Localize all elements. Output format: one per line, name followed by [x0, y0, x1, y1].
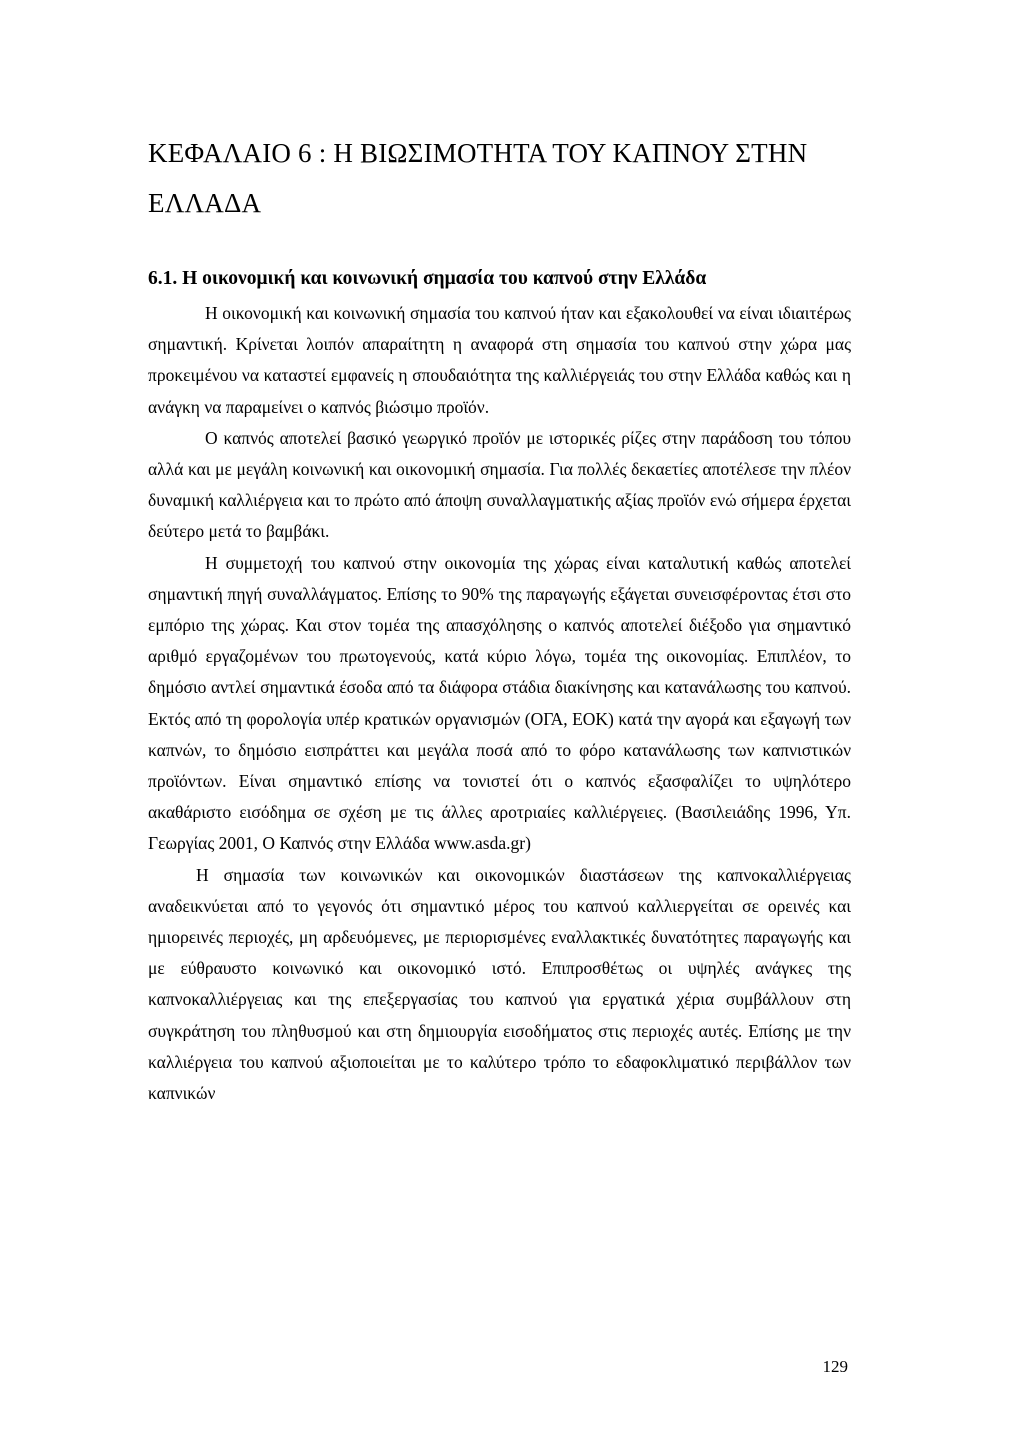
- paragraph-2: Ο καπνός αποτελεί βασικό γεωργικό προϊόν με ιστορικές ρίζες στην παράδοση του τόπου αλλά και με μεγάλη κοινωνική και οικονομική σημασία. Για πολλές δεκαετίες αποτέλεσε την πλέον δυναμική καλλιέργεια και το πρώτο από άποψη συναλλαγματικής αξίας προϊόν ενώ σήμερα έρχεται δεύτερο μετά το βαμβάκι.: [148, 427, 851, 542]
- paragraph-3: Η συμμετοχή του καπνού στην οικονομία της χώρας είναι καταλυτική καθώς αποτελεί σημαντική πηγή συναλλάγματος. Επίσης το 90% της παραγωγής εξάγεται συνεισφέροντας έτσι στο εμπόριο της χώρας. Και στον τομέα της απασχόλησης ο καπνός αποτελεί διέξοδο για σημαντικό αριθμό εργαζομένων του πρωτογενούς, κατά κύριο λόγω, τομέα της οικονομίας. Επιπλέον, το δημόσιο αντλεί σημαντικά έσοδα από τα διάφορα στάδια διακίνησης και κατανάλωσης του καπνού. Εκτός από τη φορολογία υπέρ κρατικών οργανισμών (ΟΓΑ, ΕΟΚ) κατά την αγορά και εξαγωγή των καπνών, το δημόσιο εισπράττει και μεγάλα ποσά από το φόρο κατανάλωσης των καπνιστικών προϊόντων. Είναι σημαντικό επίσης να τονιστεί ότι ο καπνός εξασφαλίζει το υψηλότερο ακαθάριστο εισόδημα σε σχέση με τις άλλες αροτριαίες καλλιέργειες. (Βασιλειάδης 1996, Υπ. Γεωργίας 2001, Ο Καπνός στην Ελλάδα www.asda.gr): [148, 552, 851, 854]
- section-heading: 6.1. Η οικονομική και κοινωνική σημασία του καπνού στην Ελλάδα: [148, 268, 707, 289]
- paragraph-4: Η σημασία των κοινωνικών και οικονομικών διαστάσεων της καπνοκαλλιέργειας αναδεικνύεται από το γεγονός ότι σημαντικό μέρος του καπνού καλλιεργείται σε ορεινές και ημιορεινές περιοχές, μη αρδευόμενες, με περιορισμένες εναλλακτικές δυνατότητες παραγωγής και με εύθραυστο κοινωνικό και οικονομικό ιστό. Επιπροσθέτως οι υψηλές ανάγκες της καπνοκαλλιέργειας και της επεξεργασίας του καπνού για εργατικά χέρια συμβάλλουν στη συγκράτηση του πληθυσμού και στη δημιουργία εισοδήματος στις περιοχές αυτές. Επίσης με την καλλιέργεια του καπνού αξιοποιείται με το καλύτερο τρόπο το εδαφοκλιματικό περιβάλλον των καπνικών: [148, 864, 851, 1104]
- body-text: [148, 298, 851, 1109]
- paragraph-1: Η οικονομική και κοινωνική σημασία του καπνού ήταν και εξακολουθεί να είναι ιδιαιτέρως σημαντική. Κρίνεται λοιπόν απαραίτητη η αναφορά στη σημασία του καπνού στην χώρα μας προκειμένου να καταστεί εμφανείς η σπουδαιότητα της καλλιέργειάς του στην Ελλάδα καθώς και η ανάγκη να παραμείνει ο καπνός βιώσιμο προϊόν.: [148, 303, 851, 417]
- page-number: 129: [822, 1357, 848, 1376]
- chapter-title: ΚΕΦΑΛΑΙΟ 6 : Η ΒΙΩΣΙΜΟΤΗΤΑ ΤΟΥ ΚΑΠΝΟΥ ΣΤΗΝ ΕΛΛΑΔΑ: [148, 138, 808, 218]
